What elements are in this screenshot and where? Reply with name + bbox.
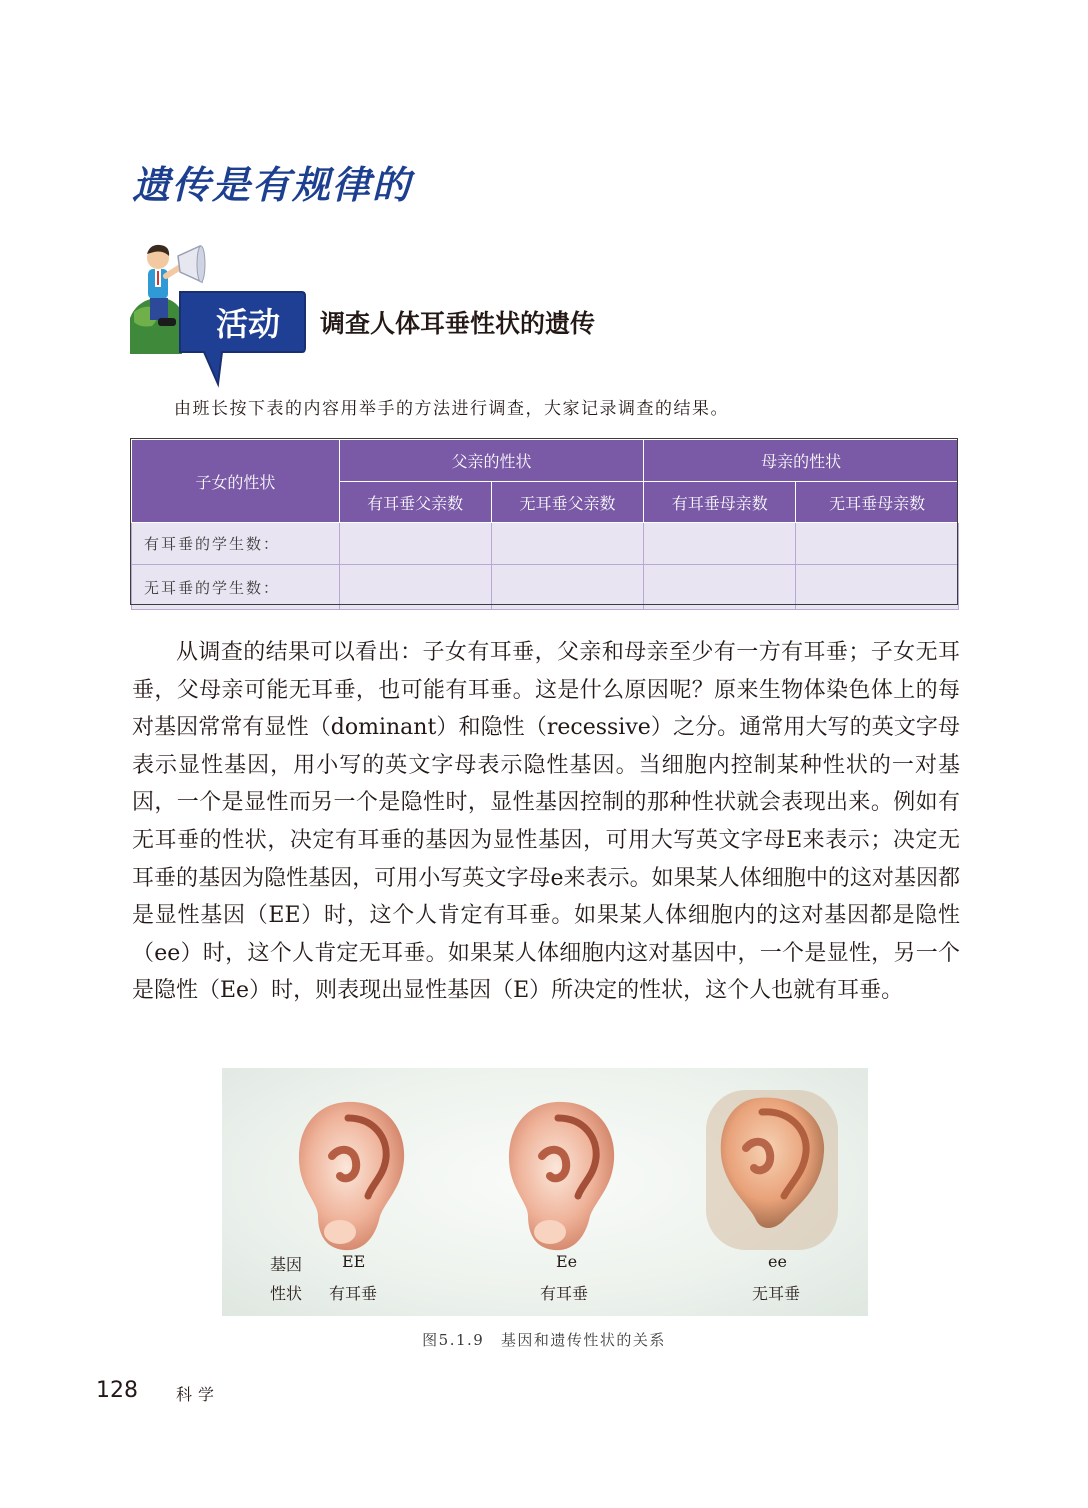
gene-row-label: 基因 xyxy=(270,1255,303,1274)
column-header: 有耳垂父亲数 xyxy=(339,482,491,523)
trait-value: 无耳垂 xyxy=(752,1284,801,1303)
table-cell xyxy=(339,523,491,565)
table-cell xyxy=(796,565,959,610)
page-title: 遗传是有规律的 xyxy=(132,163,413,207)
column-header: 无耳垂父亲数 xyxy=(491,482,644,523)
trait-row-label: 性状 xyxy=(270,1284,303,1303)
book-name: 科学 xyxy=(176,1385,221,1404)
table-row xyxy=(132,565,959,610)
figure-caption: 图5.1.9 基因和遗传性状的关系 xyxy=(422,1331,666,1349)
activity-instruction: 由班长按下表的内容用举手的方法进行调查，大家记录调查的结果。 xyxy=(174,399,729,419)
ear-without-lobe-icon xyxy=(706,1090,838,1250)
table-cell xyxy=(491,523,644,565)
mother-trait-header: 母亲的性状 xyxy=(644,440,959,482)
table-cell xyxy=(491,565,644,610)
ear-with-lobe-icon xyxy=(498,1096,622,1256)
survey-table xyxy=(131,439,959,610)
body-paragraph: 从调查的结果可以看出：子女有耳垂，父亲和母亲至少有一方有耳垂；子女无耳垂，父母亲可能无耳垂，也可能有耳垂。这是什么原因呢？原来生物体染色体上的每对基因常常有显性（dominant）和隐性（recessive）之分。通常用大写的英文字母表示显性基因，用小写的英文字母表示隐性基因。当细胞内控制某种性状的一对基因，一个是显性而另一个是隐性时，显性基因控制的那种性状就会表现出来。例如有无耳垂的性状，决定有耳垂的基因为显性基因，可用大写英文字母E来表示；决定无耳垂的基因为隐性基因，可用小写英文字母e来表示。如果某人体细胞中的这对基因都是显性基因（EE）时，这个人肯定有耳垂。如果某人体细胞内的这对基因都是隐性（ee）时，这个人肯定无耳垂。如果某人体细胞内这对基因中，一个是显性，另一个是隐性（Ee）时，则表现出显性基因（E）所决定的性状，这个人也就有耳垂。 xyxy=(132,640,960,1004)
table-cell xyxy=(796,523,959,565)
figure-ears xyxy=(222,1068,868,1316)
body-text xyxy=(132,634,960,1010)
table-cell xyxy=(644,565,796,610)
activity-title: 调查人体耳垂性状的遗传 xyxy=(320,309,596,338)
gene-value: ee xyxy=(768,1252,787,1271)
trait-value: 有耳垂 xyxy=(329,1284,378,1303)
gene-value: EE xyxy=(342,1252,366,1271)
trait-value: 有耳垂 xyxy=(540,1284,589,1303)
table-cell xyxy=(644,523,796,565)
row-label: 无耳垂的学生数： xyxy=(132,565,340,610)
row-label: 有耳垂的学生数： xyxy=(132,523,340,565)
table-cell xyxy=(339,565,491,610)
ear-with-lobe-icon xyxy=(288,1096,412,1256)
page-number: 128 xyxy=(96,1378,138,1403)
column-header: 有耳垂母亲数 xyxy=(644,482,796,523)
table-corner-header: 子女的性状 xyxy=(132,440,340,523)
column-header: 无耳垂母亲数 xyxy=(796,482,959,523)
table-row xyxy=(132,523,959,565)
gene-value: Ee xyxy=(556,1252,578,1271)
activity-badge xyxy=(130,242,306,392)
father-trait-header: 父亲的性状 xyxy=(339,440,644,482)
activity-badge-label: 活动 xyxy=(215,305,281,343)
